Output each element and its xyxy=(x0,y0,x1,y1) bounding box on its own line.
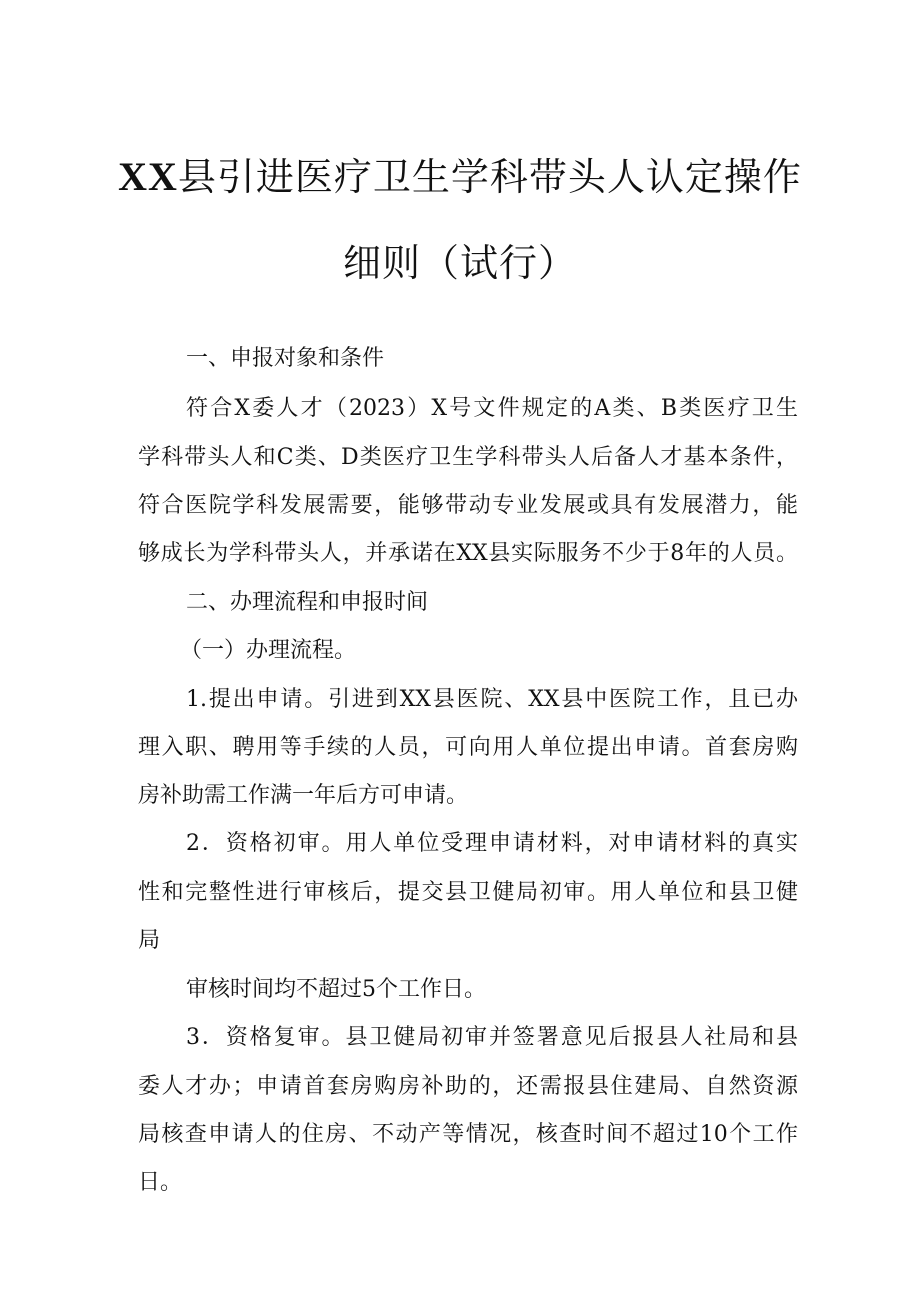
section-heading-2: 二、办理流程和申报时间 xyxy=(186,590,429,615)
title-county-prefix: XX xyxy=(118,154,178,199)
paragraph-line: 够成长为学科带头人，并承诺在XX县实际服务不少于8年的人员。 xyxy=(138,541,798,566)
paragraph-line: 局 xyxy=(138,928,161,953)
paragraph-line: 局核查申请人的住房、不动产等情况，核查时间不超过10个工作 xyxy=(138,1122,798,1147)
document-title-line-2: 细则（试行） xyxy=(342,241,577,285)
paragraph-line: 学科带头人和C类、D类医疗卫生学科带头人后备人才基本条件， xyxy=(138,445,798,470)
paragraph-line: 房补助需工作满一年后方可申请。 xyxy=(138,783,469,808)
paragraph-line: 符合医院学科发展需要，能够带动专业发展或具有发展潜力，能 xyxy=(138,493,798,518)
paragraph-line: 理入职、聘用等手续的人员，可向用人单位提出申请。首套房购 xyxy=(138,735,798,760)
document-title-line-1 xyxy=(0,146,920,201)
subsection-heading: （一）办理流程。 xyxy=(180,638,357,663)
paragraph-line: 审核时间均不超过5个工作日。 xyxy=(186,977,486,1002)
paragraph-line: 2．资格初审。用人单位受理申请材料，对申请材料的真实 xyxy=(186,831,798,856)
section-heading-1: 一、申报对象和条件 xyxy=(186,346,385,371)
paragraph-line: 委人才办；申请首套房购房补助的，还需报县住建局、自然资源 xyxy=(138,1074,798,1099)
paragraph-line: 符合X委人才（2023）X号文件规定的A类、B类医疗卫生 xyxy=(186,396,798,421)
paragraph-line: 3．资格复审。县卫健局初审并签署意见后报县人社局和县 xyxy=(186,1025,798,1050)
paragraph-line: 日。 xyxy=(138,1170,183,1195)
title-main-text: 县引进医疗卫生学科带头人认定操作 xyxy=(177,155,802,199)
paragraph-line: 性和完整性进行审核后，提交县卫健局初审。用人单位和县卫健 xyxy=(138,880,798,905)
paragraph-line: 1.提出申请。引进到XX县医院、XX县中医院工作，且已办 xyxy=(186,687,798,712)
